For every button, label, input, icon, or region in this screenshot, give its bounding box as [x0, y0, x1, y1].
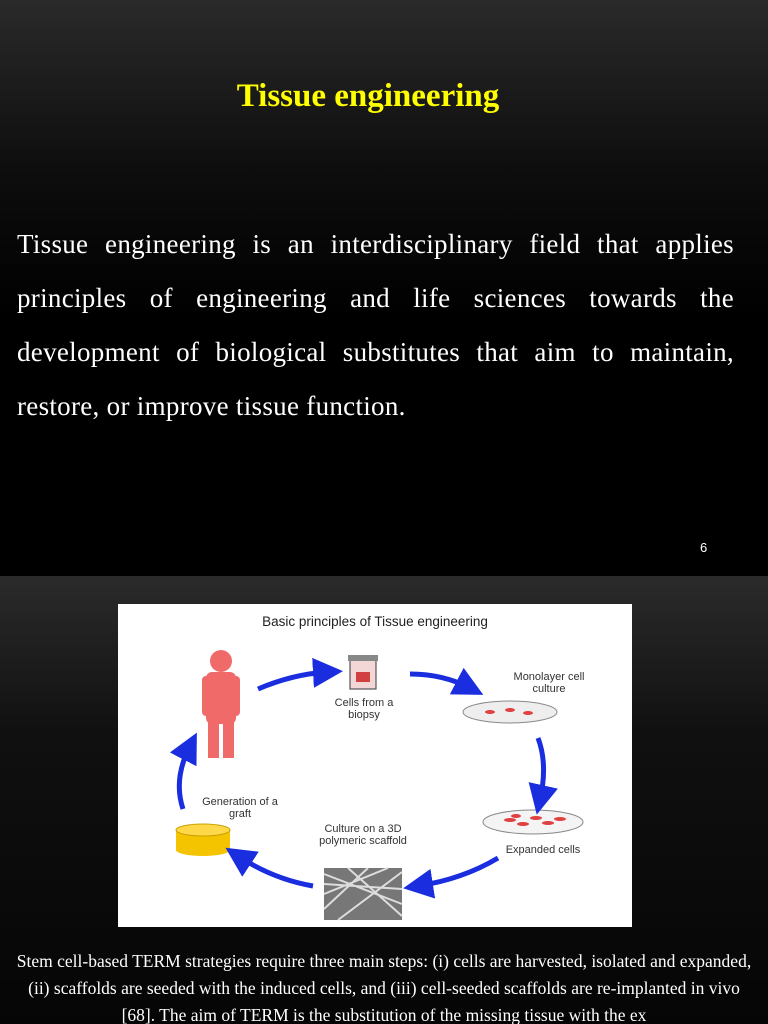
slide-body-text: Tissue engineering is an interdisciplinary field that applies principles of engineering and life sciences towards the development of biological substitutes that aim to maintain, restore, or improve tissue function. — [17, 229, 734, 421]
slide-2 — [0, 576, 768, 1024]
figure-title: Basic principles of Tissue engineering — [262, 614, 488, 629]
person-icon — [202, 650, 240, 758]
scaffold-image — [324, 868, 402, 920]
label-culture-3d-scaffold: Culture on a 3D polymeric scaffold — [319, 823, 407, 847]
graft-icon — [176, 824, 230, 856]
biopsy-tube-icon — [348, 655, 378, 689]
figure-caption: Stem cell-based TERM strategies require three main steps: (i) cells are harvested, isolated and expanded, (ii) scaffolds are seeded with the induced cells, and (iii) cell-seeded scaffolds are re-implanted in vivo [68]. The aim of TERM is the substitution of the missing tissue with the ex — [16, 951, 752, 1024]
diagram-graphics — [118, 604, 632, 927]
petri-dish-monolayer-icon — [463, 701, 557, 723]
label-generation-of-graft: Generation of a graft — [202, 796, 278, 820]
page-number: 6 — [700, 540, 708, 555]
tissue-engineering-diagram — [118, 604, 632, 927]
label-cells-from-biopsy: Cells from a biopsy — [334, 697, 394, 721]
label-monolayer-cell-culture: Monolayer cell culture — [513, 671, 585, 695]
label-expanded-cells: Expanded cells — [505, 844, 581, 856]
slide-title: Tissue engineering — [236, 78, 500, 114]
petri-dish-expanded-icon — [483, 810, 583, 834]
